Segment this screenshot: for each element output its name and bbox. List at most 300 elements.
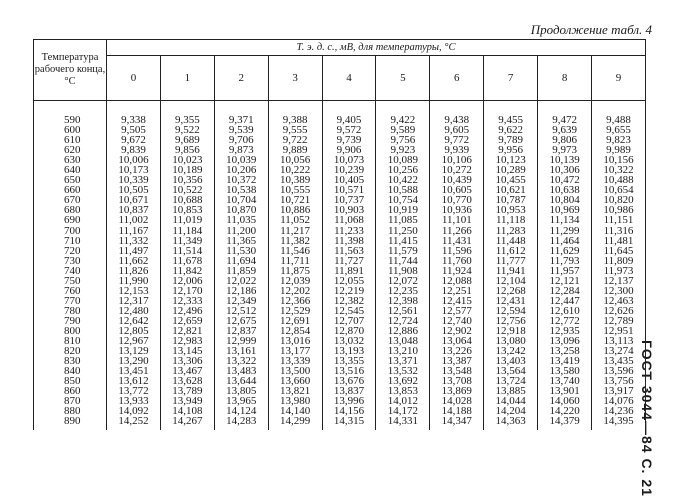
emf-value-cell: 10,654	[592, 185, 646, 195]
emf-value-cell: 10,422	[376, 175, 430, 185]
emf-value-cell: 14,124	[214, 406, 268, 416]
emf-value-cell: 12,186	[214, 286, 268, 296]
emf-value-cell: 12,366	[268, 296, 322, 306]
emf-value-cell: 13,901	[538, 386, 592, 396]
emf-value-cell: 10,886	[268, 205, 322, 215]
emf-value-cell: 10,488	[592, 175, 646, 185]
emf-value-cell: 13,708	[430, 376, 484, 386]
emf-value-cell: 12,740	[430, 316, 484, 326]
emf-value-cell: 11,793	[538, 256, 592, 266]
emf-value-cell: 13,772	[107, 386, 161, 396]
emf-value-cell: 12,251	[430, 286, 484, 296]
emf-value-cell: 11,891	[322, 266, 376, 276]
emf-value-cell: 13,949	[160, 396, 214, 406]
emf-value-cell: 13,419	[538, 356, 592, 366]
emf-value-cell: 11,151	[592, 215, 646, 225]
emf-value-cell: 11,349	[160, 236, 214, 246]
emf-value-cell: 9,555	[268, 125, 322, 135]
emf-value-cell: 12,121	[538, 276, 592, 286]
emf-value-cell: 10,688	[160, 195, 214, 205]
temperature-cell: 780	[34, 306, 107, 316]
emf-value-cell: 9,455	[484, 101, 538, 126]
emf-value-cell: 11,118	[484, 215, 538, 225]
emf-value-cell: 11,957	[538, 266, 592, 276]
emf-value-cell: 9,789	[484, 135, 538, 145]
emf-value-cell: 11,662	[107, 256, 161, 266]
temperature-cell: 620	[34, 145, 107, 155]
emf-value-cell: 11,990	[107, 276, 161, 286]
emf-value-cell: 11,299	[538, 226, 592, 236]
emf-value-cell: 11,316	[592, 226, 646, 236]
emf-value-cell: 10,239	[322, 165, 376, 175]
emf-value-cell: 13,016	[268, 336, 322, 346]
emf-value-cell: 9,589	[376, 125, 430, 135]
emf-value-cell: 10,870	[214, 205, 268, 215]
emf-value-cell: 11,398	[322, 236, 376, 246]
emf-value-cell: 11,744	[376, 256, 430, 266]
temperature-cell: 740	[34, 266, 107, 276]
emf-value-cell: 13,096	[538, 336, 592, 346]
emf-value-cell: 12,902	[430, 326, 484, 336]
emf-value-cell: 11,365	[214, 236, 268, 246]
emf-value-cell: 13,435	[592, 356, 646, 366]
emf-value-cell: 11,727	[322, 256, 376, 266]
emf-value-cell: 11,068	[322, 215, 376, 225]
emf-value-cell: 9,956	[484, 145, 538, 155]
emf-value-cell: 11,809	[592, 256, 646, 266]
emf-value-cell: 14,012	[376, 396, 430, 406]
emf-value-cell: 13,032	[322, 336, 376, 346]
emf-value-cell: 14,236	[592, 406, 646, 416]
emf-value-cell: 11,497	[107, 246, 161, 256]
emf-value-cell: 12,870	[322, 326, 376, 336]
emf-value-cell: 10,522	[160, 185, 214, 195]
emf-value-cell: 14,108	[160, 406, 214, 416]
emf-value-cell: 11,415	[376, 236, 430, 246]
emf-value-cell: 11,448	[484, 236, 538, 246]
emf-value-cell: 12,153	[107, 286, 161, 296]
emf-value-cell: 13,467	[160, 366, 214, 376]
emf-value-cell: 12,756	[484, 316, 538, 326]
emf-value-cell: 10,903	[322, 205, 376, 215]
emf-value-cell: 12,837	[214, 326, 268, 336]
emf-value-cell: 13,853	[376, 386, 430, 396]
emf-value-cell: 13,789	[160, 386, 214, 396]
emf-table	[33, 39, 646, 430]
emf-value-cell: 9,338	[107, 101, 161, 126]
emf-value-cell: 13,612	[107, 376, 161, 386]
emf-value-cell: 12,431	[484, 296, 538, 306]
emf-value-cell: 9,823	[592, 135, 646, 145]
emf-value-cell: 10,804	[538, 195, 592, 205]
emf-value-cell: 12,006	[160, 276, 214, 286]
emf-value-cell: 11,184	[160, 226, 214, 236]
emf-value-cell: 10,139	[538, 155, 592, 165]
emf-value-cell: 13,145	[160, 346, 214, 356]
emf-value-cell: 10,770	[430, 195, 484, 205]
emf-value-cell: 11,563	[322, 246, 376, 256]
emf-value-cell: 10,787	[484, 195, 538, 205]
emf-value-cell: 13,933	[107, 396, 161, 406]
emf-value-cell: 10,206	[214, 165, 268, 175]
emf-value-cell: 9,856	[160, 145, 214, 155]
emf-value-cell: 14,140	[268, 406, 322, 416]
emf-value-cell: 12,886	[376, 326, 430, 336]
emf-value-cell: 10,538	[214, 185, 268, 195]
emf-value-cell: 12,415	[430, 296, 484, 306]
digit-header: 3	[268, 56, 322, 101]
emf-value-cell: 12,821	[160, 326, 214, 336]
emf-value-cell: 14,060	[538, 396, 592, 406]
emf-value-cell: 10,389	[268, 175, 322, 185]
emf-value-cell: 9,689	[160, 135, 214, 145]
emf-value-cell: 10,089	[376, 155, 430, 165]
emf-value-cell: 11,167	[107, 226, 161, 236]
emf-value-cell: 10,721	[268, 195, 322, 205]
emf-value-cell: 11,481	[592, 236, 646, 246]
emf-value-cell: 11,859	[214, 266, 268, 276]
emf-value-cell: 14,252	[107, 416, 161, 430]
emf-value-cell: 13,371	[376, 356, 430, 366]
emf-value-cell: 9,939	[430, 145, 484, 155]
emf-value-cell: 11,233	[322, 226, 376, 236]
emf-value-cell: 12,642	[107, 316, 161, 326]
emf-value-cell: 12,349	[214, 296, 268, 306]
emf-value-cell: 11,711	[268, 256, 322, 266]
digit-header: 1	[160, 56, 214, 101]
emf-value-cell: 9,405	[322, 101, 376, 126]
emf-value-cell: 13,113	[592, 336, 646, 346]
emf-value-cell: 9,388	[268, 101, 322, 126]
emf-value-cell: 10,638	[538, 185, 592, 195]
emf-value-cell: 12,967	[107, 336, 161, 346]
emf-value-cell: 10,439	[430, 175, 484, 185]
emf-value-cell: 10,571	[322, 185, 376, 195]
emf-value-cell: 11,052	[268, 215, 322, 225]
emf-value-cell: 11,694	[214, 256, 268, 266]
emf-value-cell: 9,622	[484, 125, 538, 135]
emf-value-cell: 12,935	[538, 326, 592, 336]
digit-header: 4	[322, 56, 376, 101]
emf-value-cell: 13,306	[160, 356, 214, 366]
temperature-cell: 660	[34, 185, 107, 195]
emf-value-cell: 13,193	[322, 346, 376, 356]
temperature-column-header: Температура рабочего конца, °С	[34, 40, 107, 101]
emf-value-cell: 13,980	[268, 396, 322, 406]
emf-value-cell: 9,923	[376, 145, 430, 155]
emf-value-cell: 12,055	[322, 276, 376, 286]
emf-value-cell: 10,272	[430, 165, 484, 175]
emf-value-cell: 11,645	[592, 246, 646, 256]
emf-value-cell: 12,088	[430, 276, 484, 286]
temperature-cell: 700	[34, 226, 107, 236]
emf-value-cell: 12,072	[376, 276, 430, 286]
emf-value-cell: 10,006	[107, 155, 161, 165]
emf-value-cell: 12,577	[430, 306, 484, 316]
emf-value-cell: 13,516	[322, 366, 376, 376]
emf-value-cell: 10,256	[376, 165, 430, 175]
emf-value-cell: 9,739	[322, 135, 376, 145]
emf-value-cell: 12,854	[268, 326, 322, 336]
table-row	[34, 416, 646, 430]
emf-value-cell: 10,704	[214, 195, 268, 205]
emf-value-cell: 11,546	[268, 246, 322, 256]
emf-value-cell: 10,853	[160, 205, 214, 215]
emf-value-cell: 10,289	[484, 165, 538, 175]
emf-value-cell: 12,675	[214, 316, 268, 326]
emf-value-cell: 13,080	[484, 336, 538, 346]
table-body	[34, 101, 646, 431]
emf-value-cell: 9,438	[430, 101, 484, 126]
emf-value-cell: 11,875	[268, 266, 322, 276]
emf-value-cell: 9,539	[214, 125, 268, 135]
emf-value-cell: 14,204	[484, 406, 538, 416]
emf-value-cell: 9,488	[592, 101, 646, 126]
emf-value-cell: 11,973	[592, 266, 646, 276]
emf-value-cell: 13,290	[107, 356, 161, 366]
emf-value-cell: 12,170	[160, 286, 214, 296]
emf-value-cell: 12,724	[376, 316, 430, 326]
emf-value-cell: 13,451	[107, 366, 161, 376]
emf-value-cell: 10,588	[376, 185, 430, 195]
emf-value-cell: 11,678	[160, 256, 214, 266]
emf-value-cell: 12,447	[538, 296, 592, 306]
emf-value-cell: 10,106	[430, 155, 484, 165]
emf-value-cell: 13,724	[484, 376, 538, 386]
emf-value-cell: 12,300	[592, 286, 646, 296]
emf-value-cell: 11,382	[268, 236, 322, 246]
emf-value-cell: 9,355	[160, 101, 214, 126]
emf-value-cell: 12,512	[214, 306, 268, 316]
emf-value-cell: 13,483	[214, 366, 268, 376]
digit-header: 6	[430, 56, 484, 101]
emf-value-cell: 14,331	[376, 416, 430, 430]
emf-value-cell: 13,660	[268, 376, 322, 386]
emf-value-cell: 12,983	[160, 336, 214, 346]
emf-value-cell: 13,161	[214, 346, 268, 356]
emf-value-cell: 13,210	[376, 346, 430, 356]
emf-value-cell: 12,545	[322, 306, 376, 316]
emf-value-cell: 14,267	[160, 416, 214, 430]
digit-header: 0	[107, 56, 161, 101]
emf-value-cell: 9,655	[592, 125, 646, 135]
emf-value-cell: 13,242	[484, 346, 538, 356]
emf-value-cell: 13,403	[484, 356, 538, 366]
temperature-cell: 790	[34, 316, 107, 326]
emf-value-cell: 12,219	[322, 286, 376, 296]
emf-value-cell: 13,355	[322, 356, 376, 366]
temperature-cell: 850	[34, 376, 107, 386]
emf-value-cell: 9,605	[430, 125, 484, 135]
emf-value-cell: 14,315	[322, 416, 376, 430]
emf-group-header: Т. э. д. с., мВ, для температуры, °С	[107, 40, 646, 56]
emf-value-cell: 13,628	[160, 376, 214, 386]
emf-value-cell: 11,842	[160, 266, 214, 276]
emf-value-cell: 14,092	[107, 406, 161, 416]
digit-header: 5	[376, 56, 430, 101]
emf-value-cell: 10,555	[268, 185, 322, 195]
emf-value-cell: 10,356	[160, 175, 214, 185]
emf-value-cell: 12,496	[160, 306, 214, 316]
emf-value-cell: 14,172	[376, 406, 430, 416]
emf-value-cell: 13,129	[107, 346, 161, 356]
emf-value-cell: 11,002	[107, 215, 161, 225]
emf-value-cell: 9,371	[214, 101, 268, 126]
emf-value-cell: 14,283	[214, 416, 268, 430]
emf-value-cell: 14,076	[592, 396, 646, 406]
temperature-cell: 890	[34, 416, 107, 430]
emf-value-cell: 11,019	[160, 215, 214, 225]
emf-value-cell: 13,339	[268, 356, 322, 366]
emf-value-cell: 10,073	[322, 155, 376, 165]
emf-value-cell: 14,347	[430, 416, 484, 430]
emf-value-cell: 9,672	[107, 135, 161, 145]
emf-value-cell: 12,626	[592, 306, 646, 316]
emf-value-cell: 14,044	[484, 396, 538, 406]
emf-value-cell: 13,500	[268, 366, 322, 376]
emf-value-cell: 14,363	[484, 416, 538, 430]
emf-value-cell: 11,266	[430, 226, 484, 236]
temperature-cell: 840	[34, 366, 107, 376]
emf-value-cell: 9,472	[538, 101, 592, 126]
emf-value-cell: 11,777	[484, 256, 538, 266]
digit-header-row	[34, 56, 646, 101]
emf-value-cell: 10,671	[107, 195, 161, 205]
emf-value-cell: 10,621	[484, 185, 538, 195]
emf-value-cell: 10,306	[538, 165, 592, 175]
emf-value-cell: 13,996	[322, 396, 376, 406]
temperature-cell: 760	[34, 286, 107, 296]
emf-value-cell: 13,837	[322, 386, 376, 396]
emf-value-cell: 10,820	[592, 195, 646, 205]
temperature-cell: 860	[34, 386, 107, 396]
emf-value-cell: 13,596	[592, 366, 646, 376]
emf-value-cell: 9,505	[107, 125, 161, 135]
emf-value-cell: 10,173	[107, 165, 161, 175]
emf-value-cell: 14,220	[538, 406, 592, 416]
emf-value-cell: 13,532	[376, 366, 430, 376]
temperature-cell: 680	[34, 205, 107, 215]
emf-value-cell: 12,610	[538, 306, 592, 316]
emf-value-cell: 13,177	[268, 346, 322, 356]
emf-value-cell: 9,722	[268, 135, 322, 145]
digit-header: 8	[538, 56, 592, 101]
emf-value-cell: 12,529	[268, 306, 322, 316]
temperature-cell: 630	[34, 155, 107, 165]
emf-value-cell: 13,917	[592, 386, 646, 396]
emf-value-cell: 13,965	[214, 396, 268, 406]
emf-value-cell: 9,889	[268, 145, 322, 155]
emf-value-cell: 13,756	[592, 376, 646, 386]
emf-value-cell: 12,594	[484, 306, 538, 316]
emf-value-cell: 10,023	[160, 155, 214, 165]
temperature-cell: 800	[34, 326, 107, 336]
emf-value-cell: 10,505	[107, 185, 161, 195]
emf-value-cell: 11,283	[484, 226, 538, 236]
emf-value-cell: 13,226	[430, 346, 484, 356]
temperature-cell: 880	[34, 406, 107, 416]
emf-value-cell: 13,258	[538, 346, 592, 356]
emf-value-cell: 10,737	[322, 195, 376, 205]
emf-value-cell: 11,250	[376, 226, 430, 236]
emf-value-cell: 11,924	[430, 266, 484, 276]
emf-value-cell: 10,754	[376, 195, 430, 205]
emf-value-cell: 10,405	[322, 175, 376, 185]
emf-value-cell: 9,839	[107, 145, 161, 155]
emf-value-cell: 12,235	[376, 286, 430, 296]
emf-value-cell: 10,372	[214, 175, 268, 185]
emf-value-cell: 13,048	[376, 336, 430, 346]
emf-value-cell: 10,156	[592, 155, 646, 165]
emf-value-cell: 12,268	[484, 286, 538, 296]
emf-value-cell: 9,772	[430, 135, 484, 145]
emf-value-cell: 11,085	[376, 215, 430, 225]
emf-value-cell: 11,760	[430, 256, 484, 266]
emf-value-cell: 13,564	[484, 366, 538, 376]
emf-value-cell: 11,101	[430, 215, 484, 225]
emf-value-cell: 12,659	[160, 316, 214, 326]
emf-value-cell: 14,188	[430, 406, 484, 416]
emf-value-cell: 10,919	[376, 205, 430, 215]
emf-value-cell: 12,317	[107, 296, 161, 306]
emf-value-cell: 14,379	[538, 416, 592, 430]
emf-value-cell: 10,056	[268, 155, 322, 165]
emf-value-cell: 12,382	[322, 296, 376, 306]
emf-value-cell: 9,873	[214, 145, 268, 155]
emf-value-cell: 14,156	[322, 406, 376, 416]
temperature-cell: 810	[34, 336, 107, 346]
emf-value-cell: 9,639	[538, 125, 592, 135]
emf-value-cell: 12,789	[592, 316, 646, 326]
emf-value-cell: 9,973	[538, 145, 592, 155]
emf-value-cell: 13,548	[430, 366, 484, 376]
digit-header: 2	[214, 56, 268, 101]
emf-value-cell: 10,605	[430, 185, 484, 195]
temperature-cell: 770	[34, 296, 107, 306]
emf-value-cell: 12,999	[214, 336, 268, 346]
temperature-cell: 710	[34, 236, 107, 246]
temperature-cell: 720	[34, 246, 107, 256]
emf-value-cell: 9,422	[376, 101, 430, 126]
emf-value-cell: 9,756	[376, 135, 430, 145]
emf-value-cell: 11,941	[484, 266, 538, 276]
temperature-cell: 690	[34, 215, 107, 225]
temperature-cell: 670	[34, 195, 107, 205]
emf-value-cell: 10,953	[484, 205, 538, 215]
emf-value-cell: 12,398	[376, 296, 430, 306]
emf-value-cell: 12,022	[214, 276, 268, 286]
emf-value-cell: 13,387	[430, 356, 484, 366]
emf-value-cell: 13,885	[484, 386, 538, 396]
emf-value-cell: 11,332	[107, 236, 161, 246]
emf-value-cell: 10,986	[592, 205, 646, 215]
emf-value-cell: 13,692	[376, 376, 430, 386]
temperature-cell: 750	[34, 276, 107, 286]
emf-value-cell: 12,039	[268, 276, 322, 286]
emf-value-cell: 9,706	[214, 135, 268, 145]
emf-value-cell: 11,514	[160, 246, 214, 256]
emf-value-cell: 13,676	[322, 376, 376, 386]
emf-value-cell: 9,989	[592, 145, 646, 155]
temperature-cell: 870	[34, 396, 107, 406]
emf-value-cell: 9,522	[160, 125, 214, 135]
emf-value-cell: 13,064	[430, 336, 484, 346]
emf-value-cell: 12,805	[107, 326, 161, 336]
emf-value-cell: 10,123	[484, 155, 538, 165]
table-row	[34, 215, 646, 225]
emf-value-cell: 12,707	[322, 316, 376, 326]
emf-value-cell: 12,202	[268, 286, 322, 296]
